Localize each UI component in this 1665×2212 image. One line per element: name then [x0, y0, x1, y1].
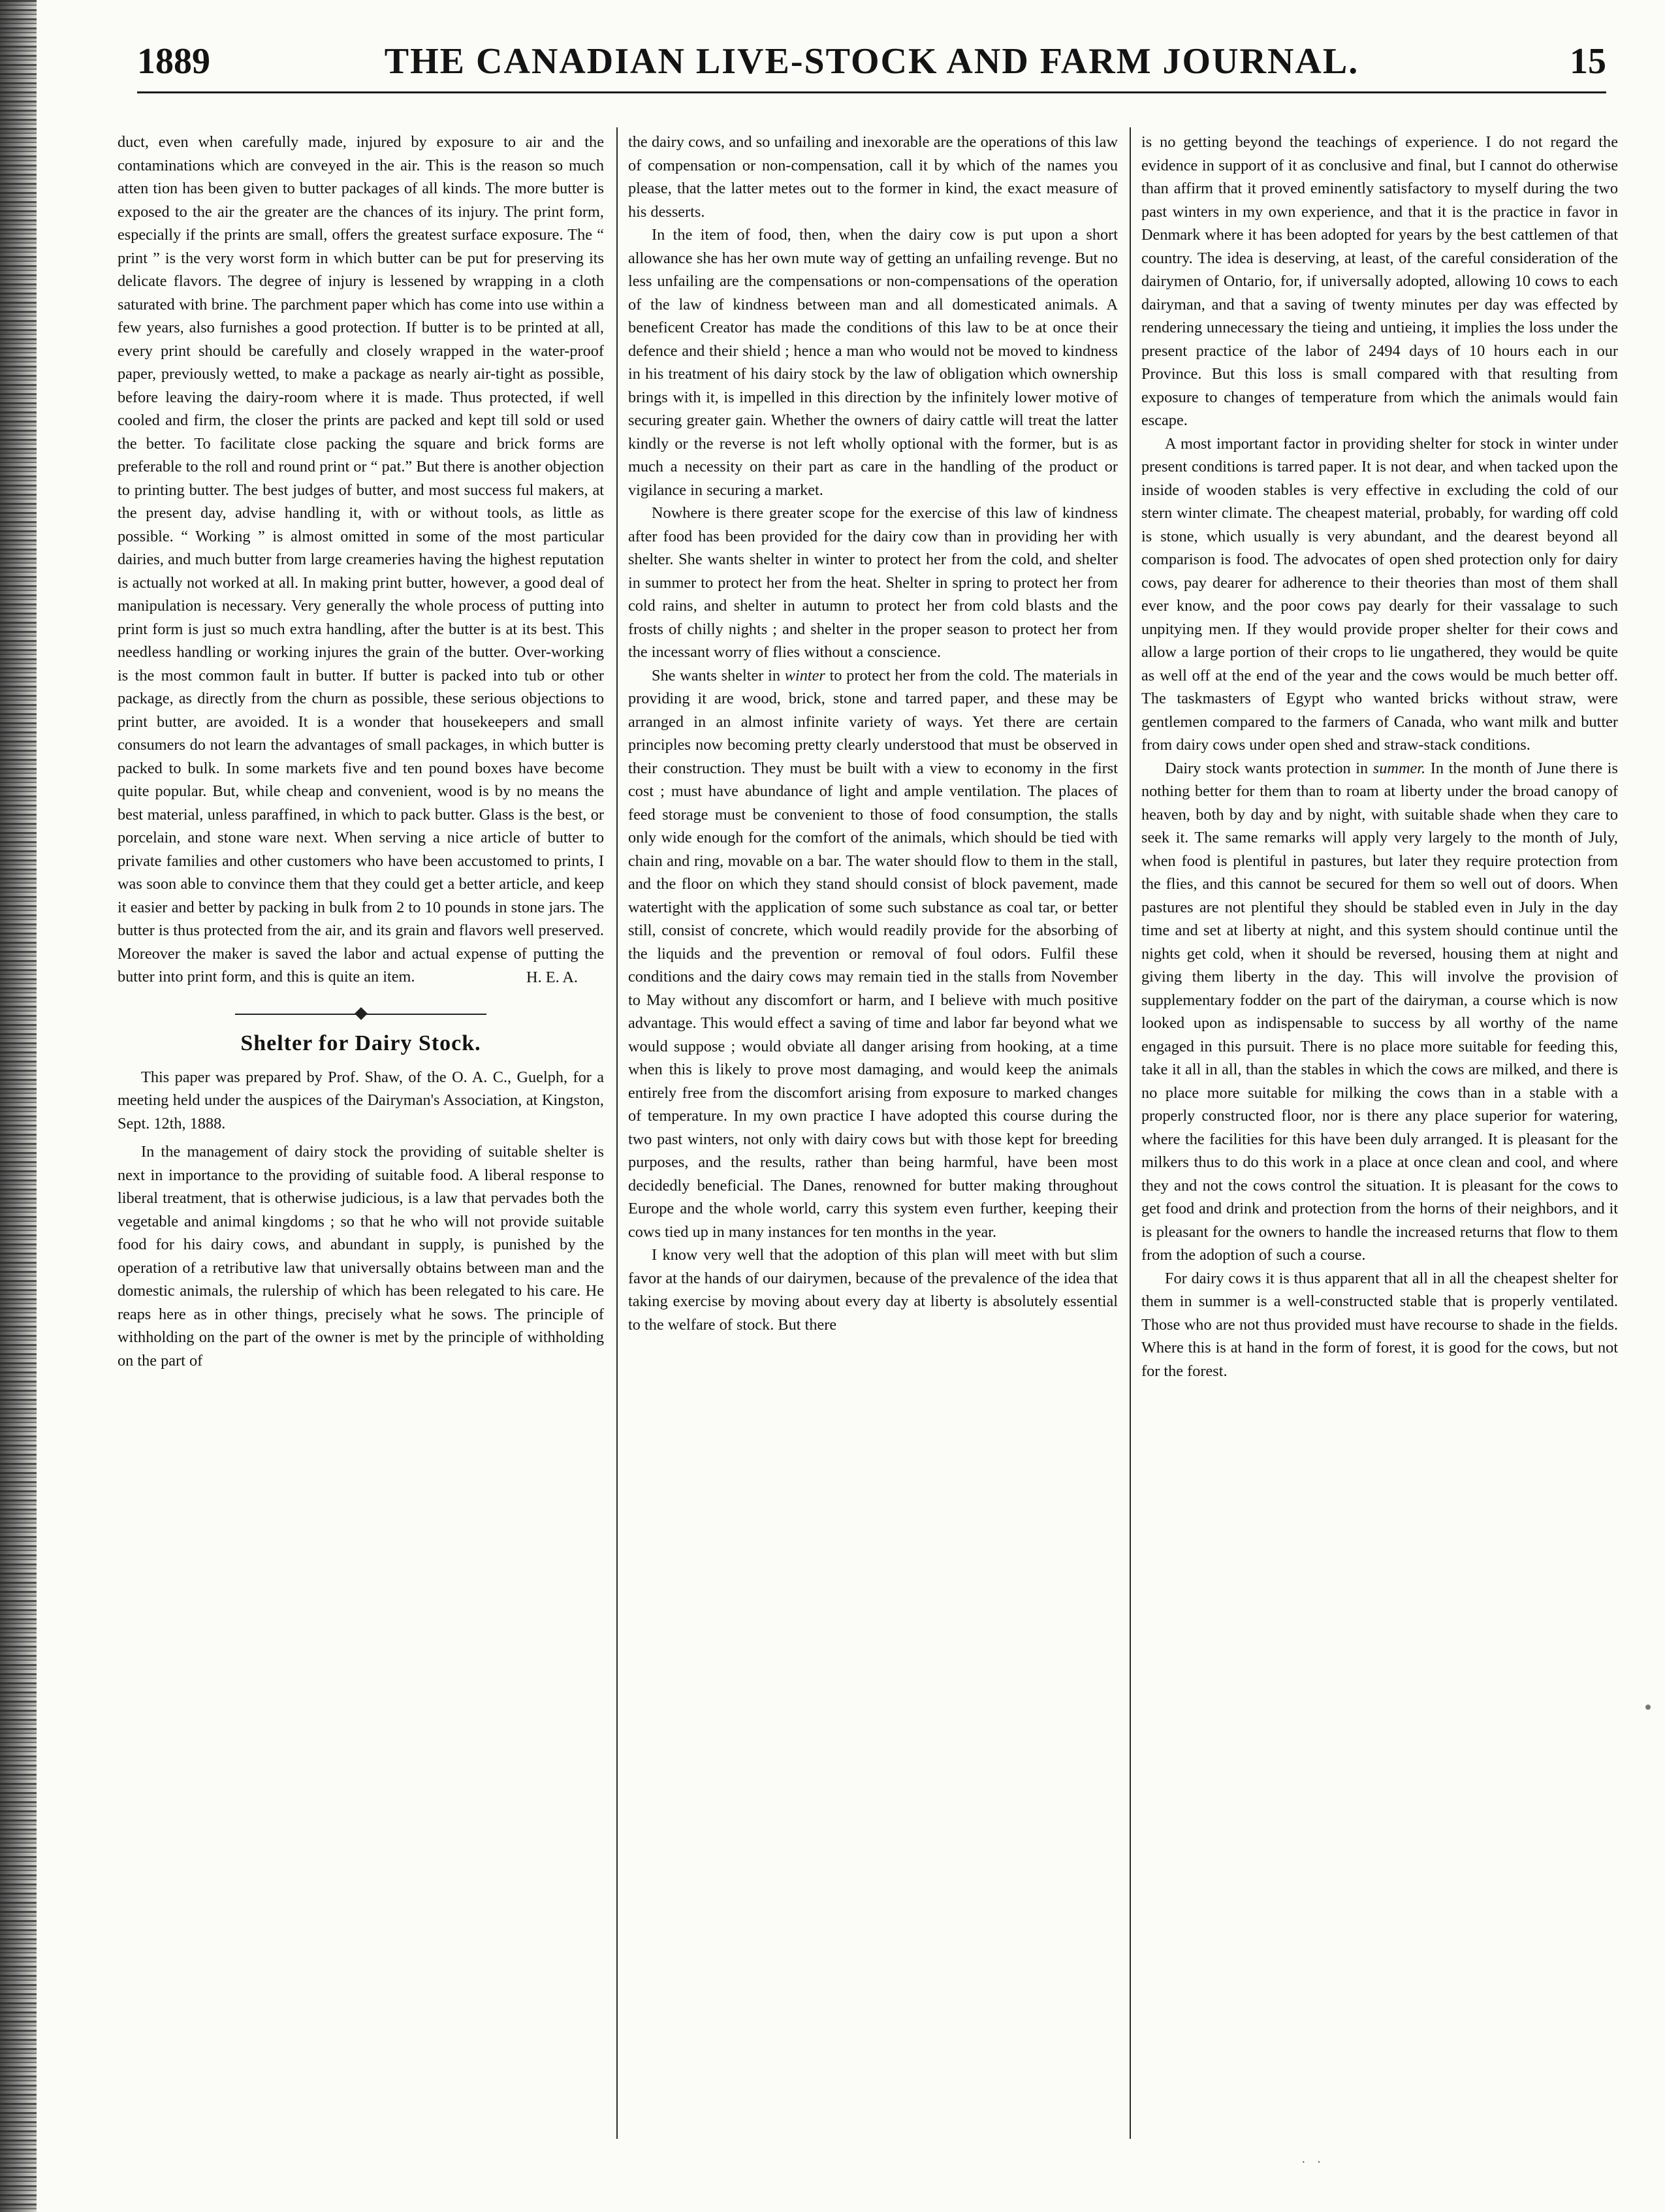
author-signature: H. E. A. [526, 968, 578, 986]
page-number: 15 [1570, 41, 1606, 82]
article-intro [118, 1066, 604, 1136]
intro-paragraph: This paper was prepared by Prof. Shaw, of the O. A. C., Guelph, for a meeting held under the auspices of the Dairyman's Association, at Kingston, Sept. 12th, 1888. [118, 1068, 604, 1132]
text-run: She wants shelter in [652, 666, 785, 684]
column-divider [1130, 127, 1131, 2139]
article-paragraph: Nowhere is there greater scope for the exercise of this law of kindness after food has been provided for the dairy cow than in providing her with shelter. She wants shelter in winter to protect her from the cold, and shelter in summer to protect her from the heat. Shelter in spring to protect her from cold rains, and shelter in autumn to protect her from cold blasts and the frosts of chilly nights ; and shelter in the proper season to protect her from the incessant worry of flies without a conscience. [628, 504, 1118, 661]
column-2 [628, 131, 1118, 2136]
text-run: In the month of June there is nothing better for them than to roam at liberty under the broad canopy of heaven, both by day and by night, with suitable shade when they care to seek it. The same remarks will apply very largely to the month of July, when food is plentiful in pastures, but later they require protection from the flies, and this cannot be secured for them so well out of doors. When pastures are not plentiful they should be stabled even in July in the day time and set at liberty at night, and this system should continue until the nights get cold, when it should be reversed, housing them at night and giving them liberty in the day. This will involve the provision of supplementary fodder on the part of the dairyman, a course which is now looked upon as indispensable to success by all worthy of the name engaged in this pursuit. There is no place more suitable for feeding this, take it all in all, than the stables in which the cows are milked, and there is no place more suitable for milking the cows than in a stable with a properly constructed floor, nor is there any place superior for watering, where the facilities for this have been duly arranged. It is pleasant for the milkers thus to do this work in a place at once clean and cool, and where they and not the cows control the situation. It is pleasant for the cows to get food and drink and protection from the horns of their neighbors, and it is pleasant for the owners to handle the increased returns that flow to them from the adoption of such a course. [1141, 759, 1618, 1264]
article-paragraph [1141, 757, 1618, 1267]
journal-title: THE CANADIAN LIVE-STOCK AND FARM JOURNAL. [384, 41, 1359, 82]
article-paragraph: In the item of food, then, when the dairy cow is put upon a short allowance she has her own mute way of getting an unfailing revenge. But no less unfailing are the compensations or non-compensations of the operation of the law of kindness between man and all domesticated animals. A beneficent Creator has made the conditions of this law to be at once their defence and their shield ; hence a man who would not be moved to kindness in his treatment of his dairy stock by the law of obligation which ownership brings with it, is impelled in this direction by the infinitely lower motive of securing greater gain. Whether the owners of dairy cattle will treat the latter kindly or the reverse is not left wholly optional with the former, but is as much a necessity on their part as care in the handling of the product or vigilance in securing a market. [628, 226, 1118, 499]
emphasis-text: winter [784, 666, 825, 684]
print-speck [1645, 1705, 1651, 1710]
article-paragraph [628, 664, 1118, 1244]
text-run: Dairy stock wants protection in [1165, 759, 1373, 777]
column-divider [616, 127, 618, 2139]
header-year: 1889 [137, 41, 210, 82]
emphasis-text: summer. [1372, 759, 1426, 777]
page-binding-edge [0, 0, 37, 2212]
article-paragraph: is no getting beyond the teachings of experience. I do not regard the evidence in support of it as conclusive and final, but I cannot do otherwise than affirm that it proved eminently satisfactory to myself during the two past winters in my own experience, and that it is the practice in favor in Denmark where it has been adopted for years by the best cattlemen of that country. The idea is deserving, at least, of the careful consideration of the dairymen of Ontario, for, if universally adopted, allowing 10 cows to each dairyman, and that a saving of twenty minutes per day was effected by rendering unnecessary the tieing and untieing, it implies the loss under the present practice of the labor of 2494 days of 10 hours each in our Province. But this loss is small compared with that resulting from exposure to changes of temperature from which the animals would fain escape. [1141, 133, 1618, 429]
article-paragraph: I know very well that the adoption of this plan will meet with but slim favor at the hands of our dairymen, because of the prevalence of the idea that taking exercise by moving about every day at liberty is absolutely essential to the welfare of stock. But there [628, 1246, 1118, 1334]
article-paragraph: In the management of dairy stock the providing of suitable shelter is next in importance to the providing of suitable food. A liberal response to liberal treatment, that is otherwise judicious, is a law that pervades both the vegetable and animal kingdoms ; so that he who will not provide suitable food for his dairy cows, and abundant in supply, is punished by the operation of a retributive law that universally obtains between man and the domestic animals, the rulership of which has been relegated to his care. He reaps here as in other things, precisely what he sows. The principle of withholding on the part of the owner is met by the principle of withholding on the part of [118, 1143, 604, 1370]
print-dots: · · [1301, 2155, 1325, 2170]
divider-ornament-icon [355, 1007, 368, 1020]
text-run: to protect her from the cold. The materials in providing it are wood, brick, stone and tarred paper, and these may be arranged in an almost infinite variety of ways. Yet there are certain principles now becoming pretty clearly understood that must be observed in their construction. They must be built with a view to economy in the first cost ; must have abundance of light and ample ventilation. The places of feed storage must be convenient to those of food consumption, the stalls only wide enough for the comfort of the animals, which should be tied with chain and ring, movable on a bar. The water should flow to them in the stall, and the floor on which they stand should consist of block pavement, made watertight with the application of some such substance as coal tar, or better still, consist of concrete, which would readily provide for the absorbing of the liquids and the prevention or removal of foul odors. Fulfil these conditions and the dairy cows may remain tied in the stalls from November to May without any discomfort or harm, and I believe with much positive advantage. This would effect a saving of time and labor far beyond what we would suppose ; would obviate all danger arising from hooking, at a time when this is likely to prove most damaging, and would keep the animals entirely free from the discomfort arising from exposure to marked changes of temperature. In my own practice I have adopted this course during the two past winters, not only with dairy cows but with those kept for breeding purposes, and the results, rather than being harmful, have been most decidedly beneficial. The Danes, renowned for butter making throughout Europe and the whole world, carry this system even further, keeping their cows tied up in many instances for ten months in the year. [628, 666, 1118, 1241]
article-paragraph: For dairy cows it is thus apparent that all in all the cheapest shelter for them in summer is a well-constructed stable that is properly ventilated. Those who are not thus provided must have recourse to shade in the fields. Where this is at hand in the form of forest, it is good for the cows, but not for the forest. [1141, 1269, 1618, 1380]
article-paragraph: A most important factor in providing shelter for stock in winter under present conditions is tarred paper. It is not dear, and when tacked upon the inside of wooden stables is very effective in excluding the cold of our stern winter climate. The cheapest material, probably, for warding off cold is stone, which usually is very abundant, and the dearest beyond all comparison is food. The advocates of open shed protection only for dairy cows, pay dearer for adherence to their theories than most of them shall ever know, and the poor cows pay dearly for their vassalage to such unpitying men. If they would provide proper shelter for their cows and allow a large portion of their crops to lie ungathered, they would be quite as well off at the end of the year and the cows would be much better off. The taskmasters of Egypt who wanted bricks without straw, were gentlemen compared to the farmers of Canada, who want milk and butter from dairy cows under open shed and straw-stack conditions. [1141, 434, 1618, 754]
page-header [137, 39, 1606, 93]
article-paragraph: duct, even when carefully made, injured by exposure to air and the contaminations which are conveyed in the air. This is the reason so much atten tion has been given to butter packages of all kinds. The more butter is exposed to the air the greater are the chances of its injury. The print form, especially if the prints are small, offers the greatest surface exposure. The “ print ” is the very worst form in which butter can be put for preserving its delicate flavors. The degree of injury is lessened by wrapping in a cloth saturated with brine. The parchment paper which has come into use within a few years, also furnishes a good protection. If butter is to be printed at all, every print should be carefully and closely wrapped in the water-proof paper, previously wetted, to make a package as nearly air-tight as possible, before leaving the dairy-room where it is made. Thus protected, if well cooled and firm, the closer the prints are packed and kept till sold or used the better. To facilitate close packing the square and brick forms are preferable to the roll and round print or “ pat.” But there is another objection to printing butter. The best judges of butter, and most success ful makers, at the present day, advise handling it, with or without tools, as little as possible. “ Working ” is almost omitted in some of the most particular dairies, and much butter from large creameries having the highest reputation is actually not worked at all. In making print butter, however, a good deal of manipulation is necessary. Very generally the whole process of putting into print form is just so much extra handling, after the butter is at its best. This needless handling or working injures the grain of the butter. Over-working is the most common fault in butter. If butter is packed into tub or other package, as directly from the churn as possible, these serious objections to print butter, are avoided. It is a wonder that housekeepers and small consumers do not learn the advantages of small packages, in which butter is packed to bulk. In some markets five and ten pound boxes have become quite popular. But, while cheap and convenient, wood is by no means the best material, unless paraffined, in which to pack butter. Glass is the best, or porcelain, and stone ware next. When serving a nice article of butter to private families and other customers who have been accustomed to prints, I was soon able to convince them that they could get a better article, and keep it easier and better by packing in bulk from 2 to 10 pounds in stone jars. The butter is thus protected from the air, and its grain and flavors well preserved. Moreover the maker is saved the labor and actual expense of putting the butter into print form, and this is quite an item. [118, 133, 604, 986]
section-divider [118, 1001, 604, 1027]
article-paragraph: the dairy cows, and so unfailing and inexorable are the operations of this law of compensation or non-compensation, call it by which of the names you please, that the latter metes out to the former in kind, the exact measure of his desserts. [628, 133, 1118, 221]
column-3 [1141, 131, 1618, 2136]
column-1 [118, 131, 604, 2136]
section-heading: Shelter for Dairy Stock. [240, 1031, 481, 1055]
